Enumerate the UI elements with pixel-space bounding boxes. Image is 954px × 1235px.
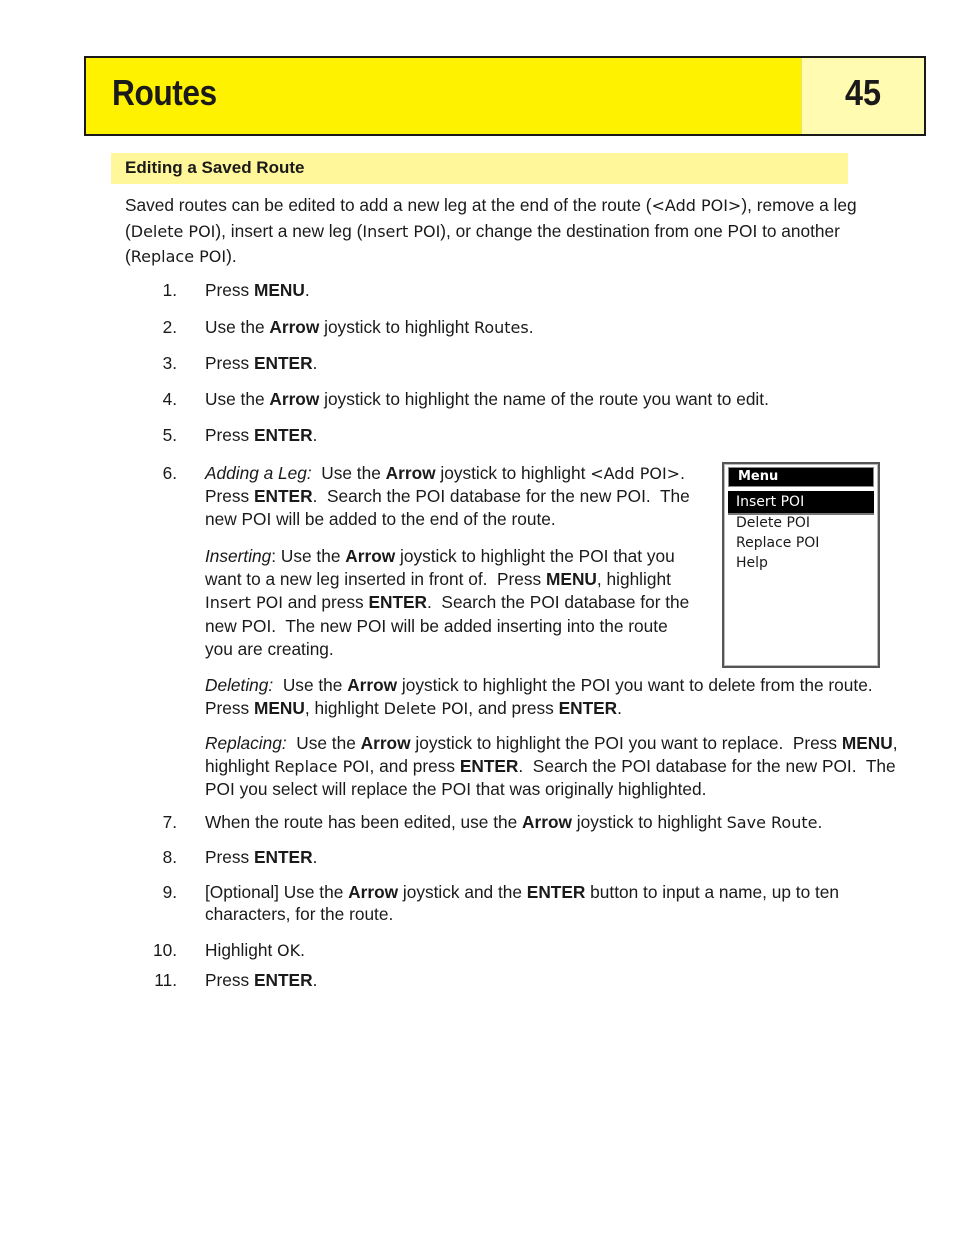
step-number: 2. [162,317,177,337]
intro-text: ), insert a new leg ( [215,220,363,241]
key-enter: ENTER [253,425,313,445]
menu-title-bar [728,467,874,487]
step-text: , highlight [205,733,898,776]
section-heading: Editing a Saved Route [125,158,305,177]
key-menu: MENU [253,698,305,718]
step-number: 8. [162,847,177,867]
step-text: , highlight [304,698,384,718]
intro-text: ), remove a leg ( [125,195,857,241]
menu-item-label: Replace POI [736,535,820,551]
page-number-box [801,58,924,134]
key-enter: ENTER [253,486,313,506]
ui-term-delete-poi: Delete POI [130,221,216,241]
step-number: 9. [162,882,177,902]
step-text: Highlight [205,940,278,960]
menu-item-label: Delete POI [736,515,811,531]
step-6-inserting [205,545,695,661]
key-arrow: Arrow [522,812,572,832]
key-enter: ENTER [558,698,618,718]
step-number: 3. [162,353,177,373]
key-enter: ENTER [253,353,313,373]
step-text: . [312,425,318,445]
step-text: . Press [205,463,695,506]
ui-term-insert-poi: Insert POI [362,221,441,241]
ui-term-insert-poi: Insert POI [205,593,283,613]
step-text: Press [205,353,254,373]
step-6-replacing [205,732,900,801]
step-text: . [312,847,318,867]
sub-step-label: Adding a Leg: [205,463,312,483]
menu-item-replace-poi[interactable] [728,534,874,554]
ui-term-ok: OK [277,941,301,960]
step-text: . [300,940,305,960]
step-text: and press [282,592,369,613]
key-enter: ENTER [253,970,313,990]
intro-paragraph [125,193,895,270]
step-number: 11. [154,970,177,990]
key-arrow: Arrow [347,675,398,695]
key-arrow: Arrow [345,546,396,566]
step-text: joystick to highlight [571,812,727,832]
step-text: . [817,812,823,832]
ui-term-replace-poi: Replace POI [274,757,370,776]
step-text: , and press [369,756,460,776]
step-text: Press [205,970,254,990]
step-number: 4. [162,389,177,409]
menu-item-insert-poi[interactable] [728,491,874,515]
step-text: . Search the POI database for the new POI. The new POI will be added inserting into the route you are creating. [205,592,695,659]
step-text: . [312,970,318,990]
step-text: . Search the POI database for the new POI. The POI you select will replace the POI that was originally highlighted. [205,756,901,799]
sub-step-label: Replacing: [205,733,287,753]
key-enter: ENTER [253,847,313,867]
chapter-title: Routes [112,72,217,113]
key-arrow: Arrow [360,733,411,753]
step-text: joystick to highlight [319,317,474,337]
step-text: joystick to highlight the POI that you want to a new leg inserted in front of. Press [205,546,680,590]
menu-item-delete-poi[interactable] [728,514,874,534]
step-6-deleting [205,674,895,720]
step-text: button to input a name, up to ten characters, for the route. [205,882,840,924]
menu-item-label: Insert POI [736,494,805,510]
step-number: 7. [162,812,177,832]
intro-text: ), or change the destination from one POI to another ( [125,220,840,266]
step-text: [Optional] Use the [205,882,349,902]
chapter-header [84,56,926,136]
step-number: 5. [162,425,177,445]
step-number: 6. [162,463,177,483]
menu-item-help[interactable] [728,554,874,574]
step-text: . [312,353,318,373]
step-text: When the route has been edited, use the [205,812,523,832]
menu-item-label: Help [736,555,768,571]
step-text: joystick to highlight the POI you want to delete from the route. Press [205,675,883,718]
device-menu-screenshot [722,462,880,668]
sub-step-label: Inserting [205,546,272,566]
intro-text: Saved routes can be edited to add a new leg at the end of the route ( [125,195,652,215]
key-enter: ENTER [459,756,519,776]
ui-term-add-poi: <Add POI> [590,464,681,483]
step-text: Use the [205,389,270,409]
step-text: Use the [273,675,348,695]
key-arrow: Arrow [269,317,320,337]
key-arrow: Arrow [269,389,320,409]
intro-text: ). [226,246,237,266]
sub-step-label: Deleting: [205,675,274,695]
ui-term-delete-poi: Delete POI [383,699,469,718]
step-text: : Use the [271,546,346,566]
ui-term-routes: Routes [473,318,529,337]
step-number: 1. [162,280,177,300]
key-enter: ENTER [368,592,428,613]
step-number: 10. [153,940,178,960]
step-text: joystick to highlight the POI you want to replace. Press [410,733,842,753]
step-text: joystick to highlight the name of the route you want to edit. [319,389,769,409]
step-text: , highlight [596,569,671,590]
step-text: Use the [205,317,270,337]
step-text: . Search the POI database for the new POI. The new POI will be added to the end of the route. [205,486,695,529]
key-arrow: Arrow [348,882,399,902]
step-text: Press [205,280,254,300]
page-number: 45 [844,72,882,113]
key-menu: MENU [253,280,305,300]
step-text: Press [205,425,254,445]
section-heading-bar [111,153,848,184]
step-text: , and press [468,698,559,718]
ui-term-add-poi: <Add POI> [651,196,742,215]
step-6-adding-a-leg [205,462,705,531]
step-text: joystick to highlight [435,463,591,483]
ui-term-save-route: Save Route [726,813,818,832]
step-text: Use the [311,463,386,483]
step-text: . [528,317,534,337]
menu-title: Menu [738,469,779,484]
key-menu: MENU [546,569,597,590]
step-text: . [617,698,622,718]
key-arrow: Arrow [385,463,436,483]
step-text: . [304,280,310,300]
ui-term-replace-poi: Replace POI [130,247,227,266]
key-enter: ENTER [526,882,586,902]
step-text: Press [205,847,254,867]
step-text: Use the [286,733,361,753]
key-menu: MENU [841,733,893,753]
step-text: joystick and the [398,882,527,902]
